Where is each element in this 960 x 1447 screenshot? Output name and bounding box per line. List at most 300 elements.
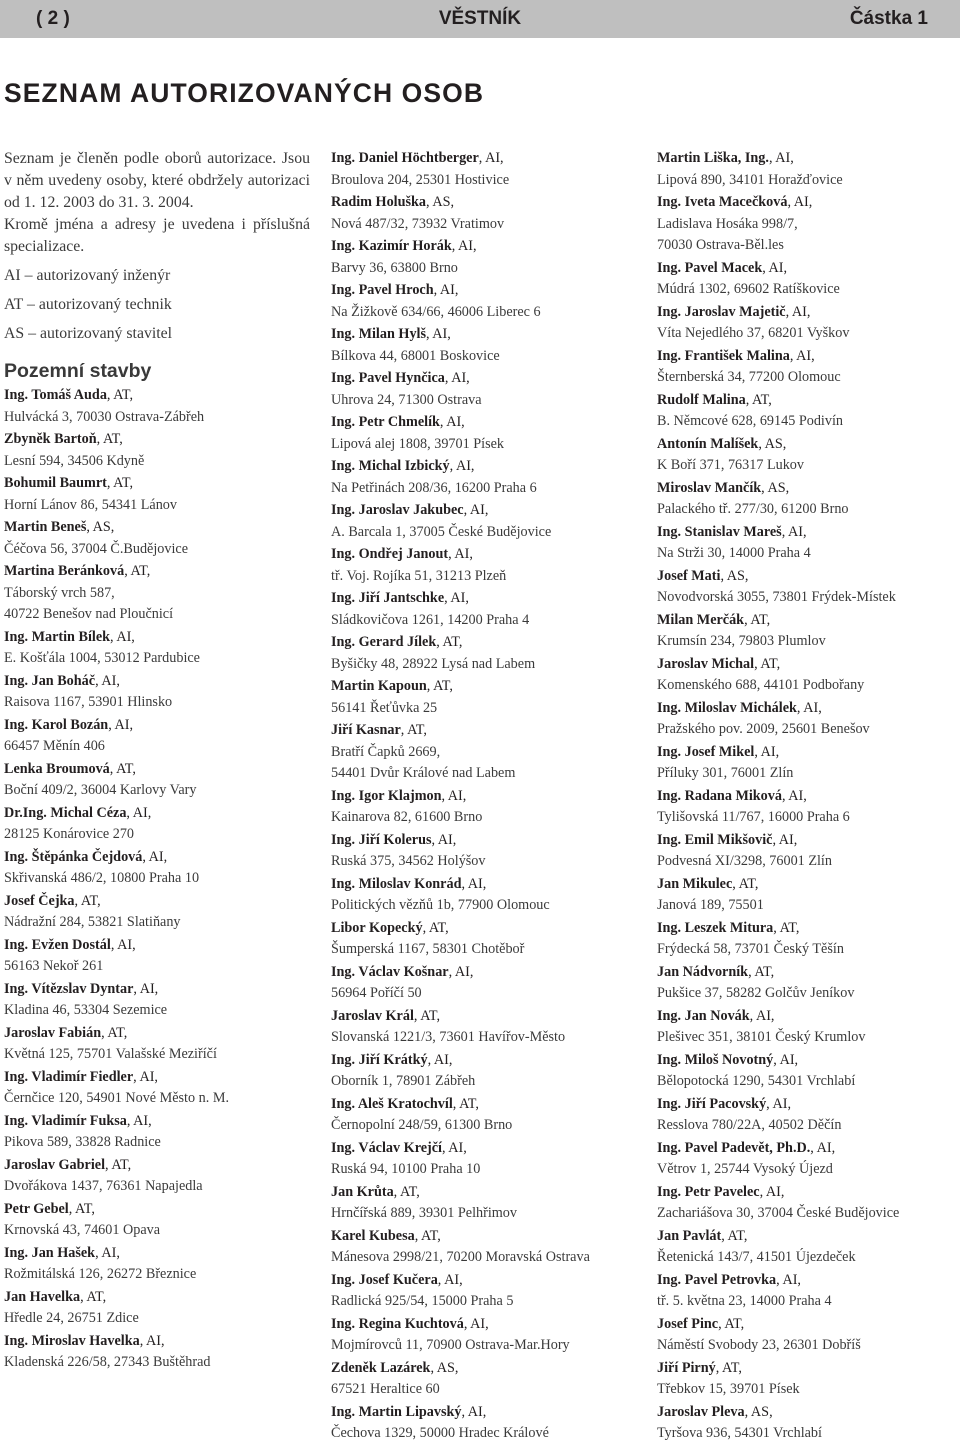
- address-line: Hředle 24, 26751 Zdice: [4, 1310, 139, 1326]
- authorization-category: , AT,: [96, 431, 123, 447]
- person-name: Ing. Vladimír Fuksa: [4, 1112, 127, 1129]
- address-line: Palackého tř. 277/30, 61200 Brno: [657, 501, 849, 517]
- address-line: Čéčova 56, 37004 Č.Budějovice: [4, 540, 189, 557]
- person-name: Ing. Daniel Höchtberger: [331, 150, 479, 166]
- person-name: Jaroslav Michal: [657, 655, 755, 672]
- list-item: [331, 192, 636, 235]
- list-item: [331, 280, 636, 323]
- person-name: Ing. Leszek Mitura: [657, 919, 774, 936]
- authorization-category: , AT,: [745, 391, 772, 408]
- address-line: Múdrá 1302, 69602 Ratíškovice: [657, 281, 840, 297]
- authorization-category: , AT,: [721, 1227, 748, 1244]
- authorization-category: , AI,: [781, 787, 807, 804]
- entry-heading: [331, 1094, 636, 1116]
- list-item: [657, 390, 957, 433]
- authorization-category: , AT,: [106, 475, 134, 491]
- list-item: [4, 1155, 310, 1198]
- authorization-category: , AI,: [431, 831, 457, 848]
- entry-heading: [657, 148, 957, 170]
- person-name: Radim Holuška: [331, 194, 427, 210]
- address-line: Broulova 204, 25301 Hostivice: [331, 171, 510, 188]
- authorization-category: , AS,: [426, 194, 455, 210]
- address-line: tř. Voj. Rojíka 51, 31213 Plzeň: [331, 567, 507, 584]
- list-item: [331, 1358, 636, 1401]
- address-line: Květná 125, 75701 Valašské Meziříčí: [4, 1046, 217, 1062]
- address-line: Náměstí Svobody 23, 26301 Dobříš: [657, 1337, 861, 1353]
- entry-heading: [331, 588, 636, 610]
- entry-heading: [331, 962, 636, 984]
- address-line: Slovanská 1221/3, 73601 Havířov-Město: [331, 1029, 566, 1045]
- person-name: Ing. Pavel Hroch: [331, 282, 434, 298]
- address-line: Na Petřinách 208/36, 16200 Praha 6: [331, 479, 537, 496]
- person-name: Josef Pinc: [657, 1315, 719, 1332]
- authorization-category: , AI,: [133, 980, 159, 997]
- address-line: Řetenická 143/7, 41501 Újezdeček: [657, 1249, 856, 1265]
- intro-paragraph: Kromě jména a adresy je uvedena i příslušná specializace.: [4, 216, 310, 255]
- address-line: Třebkov 15, 39701 Písek: [657, 1381, 800, 1397]
- address-line: Frýdecká 58, 73701 Český Těšín: [657, 941, 844, 957]
- entry-heading: [331, 1226, 636, 1248]
- person-name: Ing. Jan Boháč: [4, 672, 96, 689]
- person-name: Milan Merčák: [657, 611, 745, 628]
- entry-heading: [4, 1243, 310, 1265]
- list-item: [4, 1023, 310, 1066]
- authorization-category: , AS,: [744, 1403, 773, 1420]
- list-item: [331, 368, 636, 411]
- person-name: Ing. Martin Lipavský: [331, 1403, 462, 1420]
- address-line: Barvy 36, 63800 Brno: [331, 259, 458, 276]
- entry-heading: [331, 544, 636, 566]
- person-name: Martin Beneš: [4, 519, 87, 535]
- person-name: Ing. Gerard Jílek: [331, 634, 437, 650]
- address-line: Kladenská 226/58, 27343 Buštěhrad: [4, 1354, 211, 1370]
- entry-list: [331, 148, 636, 1445]
- entry-heading: [4, 473, 310, 495]
- entry-heading: [4, 979, 310, 1001]
- person-name: Ing. Emil Mikšovič: [657, 831, 773, 848]
- entry-heading: [331, 1270, 636, 1292]
- person-name: Jan Havelka: [4, 1288, 81, 1305]
- person-name: Ing. Evžen Dostál: [4, 936, 111, 953]
- person-name: Martin Liška, Ing.: [657, 150, 769, 166]
- authorization-category: , AS,: [758, 435, 787, 452]
- list-item: [331, 148, 636, 191]
- authorization-category: , AI,: [461, 875, 487, 892]
- list-item: [657, 1094, 957, 1137]
- legend-item: AS – autorizovaný stavitel: [4, 325, 173, 342]
- person-name: Ing. Miloslav Konrád: [331, 875, 462, 892]
- list-item: [4, 803, 310, 846]
- entry-heading: [4, 759, 310, 781]
- list-item: [657, 1358, 957, 1401]
- authorization-category: , AI,: [95, 1244, 120, 1261]
- person-name: Ing. Karol Bozán: [4, 716, 109, 733]
- address-line: Rožmitálská 126, 26272 Březnice: [4, 1266, 197, 1282]
- authorization-category: , AT,: [106, 387, 134, 403]
- entry-heading: [657, 434, 957, 456]
- list-item: [4, 759, 310, 802]
- list-item: [4, 891, 310, 934]
- entry-heading: [331, 456, 636, 478]
- authorization-category: , AT,: [773, 919, 800, 936]
- entry-heading: [657, 830, 957, 852]
- authorization-category: , AI,: [437, 1271, 463, 1288]
- person-name: Petr Gebel: [4, 1200, 69, 1217]
- person-name: Martina Beránková: [4, 563, 125, 579]
- authorization-category: , AI,: [776, 1271, 801, 1288]
- entry-heading: [657, 1138, 957, 1160]
- list-item: [4, 473, 310, 516]
- authorization-category: , AI,: [787, 194, 813, 210]
- person-name: Ing. Petr Pavelec: [657, 1183, 760, 1200]
- person-name: Ing. Iveta Macečková: [657, 194, 788, 210]
- entry-heading: [331, 368, 636, 390]
- authorization-category: , AI,: [461, 1403, 487, 1420]
- entry-heading: [331, 280, 636, 302]
- list-item: [331, 1094, 636, 1137]
- list-item: [657, 1270, 957, 1313]
- address-line: tř. 5. května 23, 14000 Praha 4: [657, 1293, 832, 1309]
- list-item: [657, 1006, 957, 1049]
- person-name: Zdeněk Lazárek: [331, 1359, 431, 1376]
- list-item: [4, 671, 310, 714]
- address-line: Boční 409/2, 36004 Karlovy Vary: [4, 782, 197, 798]
- list-item: [657, 1050, 957, 1093]
- address-line: Krnovská 43, 74601 Opava: [4, 1222, 161, 1238]
- person-name: Jan Nádvorník: [657, 963, 749, 980]
- entry-heading: [657, 1050, 957, 1072]
- list-item: [657, 478, 957, 521]
- authorization-category: , AI,: [773, 1051, 799, 1068]
- address-line: Hulvácká 3, 70030 Ostrava-Zábřeh: [4, 408, 205, 425]
- authorization-category: , AT,: [744, 611, 771, 628]
- entry-heading: [4, 1331, 310, 1353]
- column-3: [657, 148, 957, 1446]
- publication-title: VĚSTNÍK: [438, 8, 522, 29]
- authorization-category: , AI,: [126, 804, 152, 821]
- entry-heading: [331, 830, 636, 852]
- entry-heading: [4, 1111, 310, 1133]
- address-line: A. Barcala 1, 37005 České Budějovice: [331, 523, 552, 540]
- person-name: Ing. Jan Novák: [657, 1007, 750, 1024]
- person-name: Ing. Jan Hašek: [4, 1244, 96, 1261]
- header-bar: [0, 0, 960, 38]
- entry-heading: [331, 1006, 636, 1028]
- address-line: Raisova 1167, 53901 Hlinsko: [4, 694, 173, 710]
- address-line: 56141 Řeťůvka 25: [331, 699, 438, 716]
- person-name: Ing. Jiří Krátký: [331, 1051, 428, 1068]
- list-item: [331, 1182, 636, 1225]
- authorization-category: , AI,: [448, 963, 474, 980]
- person-name: Ing. Milan Hylš: [331, 326, 426, 342]
- entry-heading: [4, 671, 310, 693]
- address-line: Na Žižkově 634/66, 46006 Liberec 6: [331, 303, 541, 320]
- person-name: Lenka Broumová: [4, 760, 110, 777]
- entry-heading: [4, 1067, 310, 1089]
- authorization-category: , AT,: [101, 1024, 128, 1041]
- section-heading: Pozemní stavby: [4, 360, 152, 382]
- entry-heading: [657, 258, 957, 280]
- person-name: Josef Mati: [657, 567, 721, 584]
- list-item: [4, 627, 310, 670]
- list-item: [331, 456, 636, 499]
- authorization-category: , AI,: [785, 303, 811, 320]
- list-item: [331, 1050, 636, 1093]
- entry-heading: [657, 874, 957, 896]
- authorization-category: , AS,: [86, 519, 115, 535]
- person-name: Ing. Michal Izbický: [331, 458, 450, 474]
- person-name: Ing. František Malina: [657, 347, 790, 364]
- list-item: [4, 1331, 310, 1374]
- authorization-category: , AI,: [796, 699, 822, 716]
- authorization-category: , AI,: [781, 523, 807, 540]
- entry-heading: [4, 847, 310, 869]
- entry-heading: [657, 522, 957, 544]
- authorization-category: , AI,: [772, 831, 798, 848]
- address-line: 40722 Benešov nad Ploučnicí: [4, 606, 174, 622]
- entry-heading: [4, 1023, 310, 1045]
- authorization-category: , AI,: [95, 672, 120, 689]
- address-line: Uhrova 24, 71300 Ostrava: [331, 391, 482, 408]
- address-line: Janová 189, 75501: [657, 897, 764, 913]
- list-item: [657, 654, 957, 697]
- person-name: Ing. Václav Košnar: [331, 963, 449, 980]
- person-name: Ing. Igor Klajmon: [331, 787, 442, 804]
- authorization-category: , AS,: [720, 567, 749, 584]
- entry-heading: [331, 632, 636, 654]
- address-line: Větrov 1, 25744 Vysoký Újezd: [657, 1161, 833, 1177]
- authorization-category: , AT,: [754, 655, 781, 672]
- person-name: Jaroslav Fabián: [4, 1024, 102, 1041]
- person-name: Ing. Tomáš Auda: [4, 387, 107, 403]
- list-item: [4, 385, 310, 428]
- address-line: Lipová alej 1808, 39701 Písek: [331, 435, 504, 452]
- address-line: 28125 Konárovice 270: [4, 826, 135, 842]
- person-name: Ing. Pavel Macek: [657, 259, 763, 276]
- list-item: [331, 918, 636, 961]
- list-item: [657, 962, 957, 1005]
- entry-heading: [657, 610, 957, 632]
- person-name: Jiří Pirný: [657, 1359, 716, 1376]
- list-item: [657, 698, 957, 741]
- entry-heading: [4, 803, 310, 825]
- person-name: Ing. Radana Miková: [657, 787, 782, 804]
- authorization-category: , AT,: [452, 1095, 479, 1112]
- authorization-category: , AI,: [139, 1332, 165, 1349]
- person-name: Ing. Pavel Padevět, Ph.D.: [657, 1139, 811, 1156]
- person-name: Jaroslav Pleva: [657, 1403, 745, 1420]
- page-number: ( 2 ): [36, 8, 70, 29]
- entry-heading: [657, 962, 957, 984]
- list-item: [4, 1067, 310, 1110]
- address-line: Zachariášova 30, 37004 České Budějovice: [657, 1205, 900, 1221]
- address-line: 70030 Ostrava-Běl.les: [657, 237, 784, 253]
- list-item: [657, 786, 957, 829]
- person-name: Ing. Jiří Jantschke: [331, 590, 445, 606]
- person-name: Ing. Miloš Novotný: [657, 1051, 774, 1068]
- address-line: Pikova 589, 33828 Radnice: [4, 1134, 161, 1150]
- list-item: [331, 1402, 636, 1445]
- address-line: 67521 Heraltice 60: [331, 1381, 440, 1397]
- list-item: [657, 1314, 957, 1357]
- person-name: Jaroslav Král: [331, 1007, 414, 1024]
- authorization-category: , AT,: [422, 919, 449, 936]
- list-item: [331, 1226, 636, 1269]
- address-line: Podvesná XI/3298, 76001 Zlín: [657, 853, 832, 869]
- column-1: [4, 148, 310, 1375]
- entry-heading: [4, 517, 310, 539]
- address-line: Víta Nejedlého 37, 68201 Vyškov: [657, 325, 850, 341]
- entry-heading: [657, 1182, 957, 1204]
- address-line: Táborský vrch 587,: [4, 584, 115, 601]
- person-name: Ing. Ondřej Janout: [331, 546, 449, 562]
- entry-heading: [331, 148, 636, 170]
- authorization-category: , AI,: [759, 1183, 785, 1200]
- list-item: [4, 429, 310, 472]
- list-item: [657, 522, 957, 565]
- person-name: Miroslav Mančík: [657, 479, 762, 496]
- address-line: 56964 Poříčí 50: [331, 985, 422, 1001]
- list-item: [4, 1243, 310, 1286]
- authorization-category: , AT,: [715, 1359, 742, 1376]
- list-item: [657, 874, 957, 917]
- entry-heading: [657, 1226, 957, 1248]
- authorization-category: , AI,: [762, 259, 788, 276]
- list-item: [657, 148, 957, 191]
- legend-item: AT – autorizovaný technik: [4, 296, 172, 313]
- list-item: [331, 1270, 636, 1313]
- address-line: K Boří 371, 76317 Lukov: [657, 457, 804, 473]
- list-item: [331, 236, 636, 279]
- authorization-category: , AS,: [761, 479, 790, 496]
- entry-heading: [331, 1358, 636, 1380]
- authorization-category: , AT,: [426, 678, 453, 694]
- authorization-category: , AI,: [810, 1139, 836, 1156]
- intro-paragraph: Seznam je členěn podle oborů autorizace. Jsou v něm uvedeny osoby, které obdržely autorizaci od 1. 12. 2003 do 31. 3. 2004.: [4, 150, 310, 211]
- person-name: Ing. Petr Chmelík: [331, 414, 440, 430]
- list-item: [657, 918, 957, 961]
- list-item: [331, 830, 636, 873]
- authorization-category: , AT,: [732, 875, 759, 892]
- address-line: Šternberská 34, 77200 Olomouc: [657, 369, 841, 385]
- address-line: Krumsín 234, 79803 Plumlov: [657, 633, 826, 649]
- address-line: Černčice 120, 54901 Nové Město n. M.: [4, 1090, 229, 1106]
- person-name: Antonín Malíšek: [657, 435, 759, 452]
- list-item: [657, 830, 957, 873]
- entry-heading: [657, 1358, 957, 1380]
- person-name: Jan Krůta: [331, 1183, 394, 1200]
- entry-heading: [657, 786, 957, 808]
- authorization-category: , AT,: [400, 722, 427, 738]
- authorization-category: , AI,: [448, 546, 473, 562]
- address-line: Bílkova 44, 68001 Boskovice: [331, 347, 500, 364]
- list-item: [657, 1402, 957, 1445]
- entry-heading: [657, 1270, 957, 1292]
- entry-heading: [331, 1182, 636, 1204]
- list-item: [331, 1138, 636, 1181]
- list-item: [4, 847, 310, 890]
- authorization-category: , AI,: [478, 150, 504, 166]
- authorization-category: , AI,: [108, 716, 134, 733]
- list-item: [657, 302, 957, 345]
- authorization-category: , AI,: [126, 1112, 152, 1129]
- authorization-category: , AI,: [749, 1007, 775, 1024]
- list-item: [4, 561, 310, 626]
- authorization-category: , AI,: [426, 326, 451, 342]
- address-line: 56163 Nekoř 261: [4, 958, 104, 974]
- entry-list: [4, 385, 310, 1374]
- entry-heading: [4, 561, 310, 583]
- person-name: Ing. Pavel Petrovka: [657, 1271, 777, 1288]
- entry-heading: [657, 742, 957, 764]
- authorization-category: , AT,: [105, 1156, 132, 1173]
- entry-heading: [331, 1050, 636, 1072]
- address-line: Sládkovičova 1261, 14200 Praha 4: [331, 611, 530, 628]
- authorization-category: , AI,: [441, 787, 467, 804]
- address-line: Ladislava Hosáka 998/7,: [657, 215, 798, 232]
- list-item: [657, 258, 957, 301]
- entry-list: [657, 148, 957, 1445]
- list-item: [4, 715, 310, 758]
- authorization-category: , AI,: [768, 150, 794, 166]
- person-name: Jaroslav Gabriel: [4, 1156, 106, 1173]
- authorization-category: , AI,: [451, 238, 477, 254]
- entry-heading: [4, 1155, 310, 1177]
- list-item: [657, 566, 957, 609]
- entry-heading: [657, 192, 957, 214]
- address-line: Radlická 925/54, 15000 Praha 5: [331, 1293, 514, 1309]
- address-line: Nádražní 284, 53821 Slatiňany: [4, 914, 181, 930]
- entry-heading: [657, 566, 957, 588]
- address-line: Na Strži 30, 14000 Praha 4: [657, 545, 811, 561]
- person-name: Martin Kapoun: [331, 678, 427, 694]
- list-item: [331, 500, 636, 543]
- list-item: [4, 935, 310, 978]
- entry-heading: [4, 715, 310, 737]
- list-item: [4, 517, 310, 560]
- entry-heading: [657, 698, 957, 720]
- list-item: [331, 324, 636, 367]
- list-item: [657, 1138, 957, 1181]
- address-line: Tylišovská 11/767, 16000 Praha 6: [657, 809, 850, 825]
- list-item: [331, 874, 636, 917]
- authorization-category: , AT,: [413, 1007, 441, 1024]
- person-name: Ing. Miroslav Havelka: [4, 1332, 140, 1349]
- entry-heading: [331, 720, 636, 742]
- address-line: Čechova 1329, 50000 Hradec Králové: [331, 1425, 549, 1441]
- address-line: Ruská 94, 10100 Praha 10: [331, 1161, 481, 1177]
- authorization-category: , AI,: [444, 590, 469, 606]
- person-name: Ing. Jaroslav Majetič: [657, 303, 786, 320]
- list-item: [331, 544, 636, 587]
- list-item: [331, 720, 636, 785]
- address-line: Byšičky 48, 28922 Lysá nad Labem: [331, 655, 536, 672]
- list-item: [4, 1111, 310, 1154]
- person-name: Ing. Martin Bílek: [4, 628, 111, 645]
- person-name: Ing. Stanislav Mareš: [657, 523, 782, 540]
- authorization-category: , AI,: [442, 1139, 467, 1156]
- address-line: Pukšice 37, 58282 Golčův Jeníkov: [657, 985, 855, 1001]
- person-name: Ing. Josef Mikel: [657, 743, 755, 760]
- authorization-category: , AT,: [124, 563, 151, 579]
- entry-heading: [657, 1006, 957, 1028]
- list-item: [331, 676, 636, 719]
- entry-heading: [331, 1314, 636, 1336]
- entry-heading: [657, 654, 957, 676]
- list-item: [4, 1287, 310, 1330]
- address-line: Plešivec 351, 38101 Český Krumlov: [657, 1029, 866, 1045]
- authorization-category: , AI,: [110, 628, 135, 645]
